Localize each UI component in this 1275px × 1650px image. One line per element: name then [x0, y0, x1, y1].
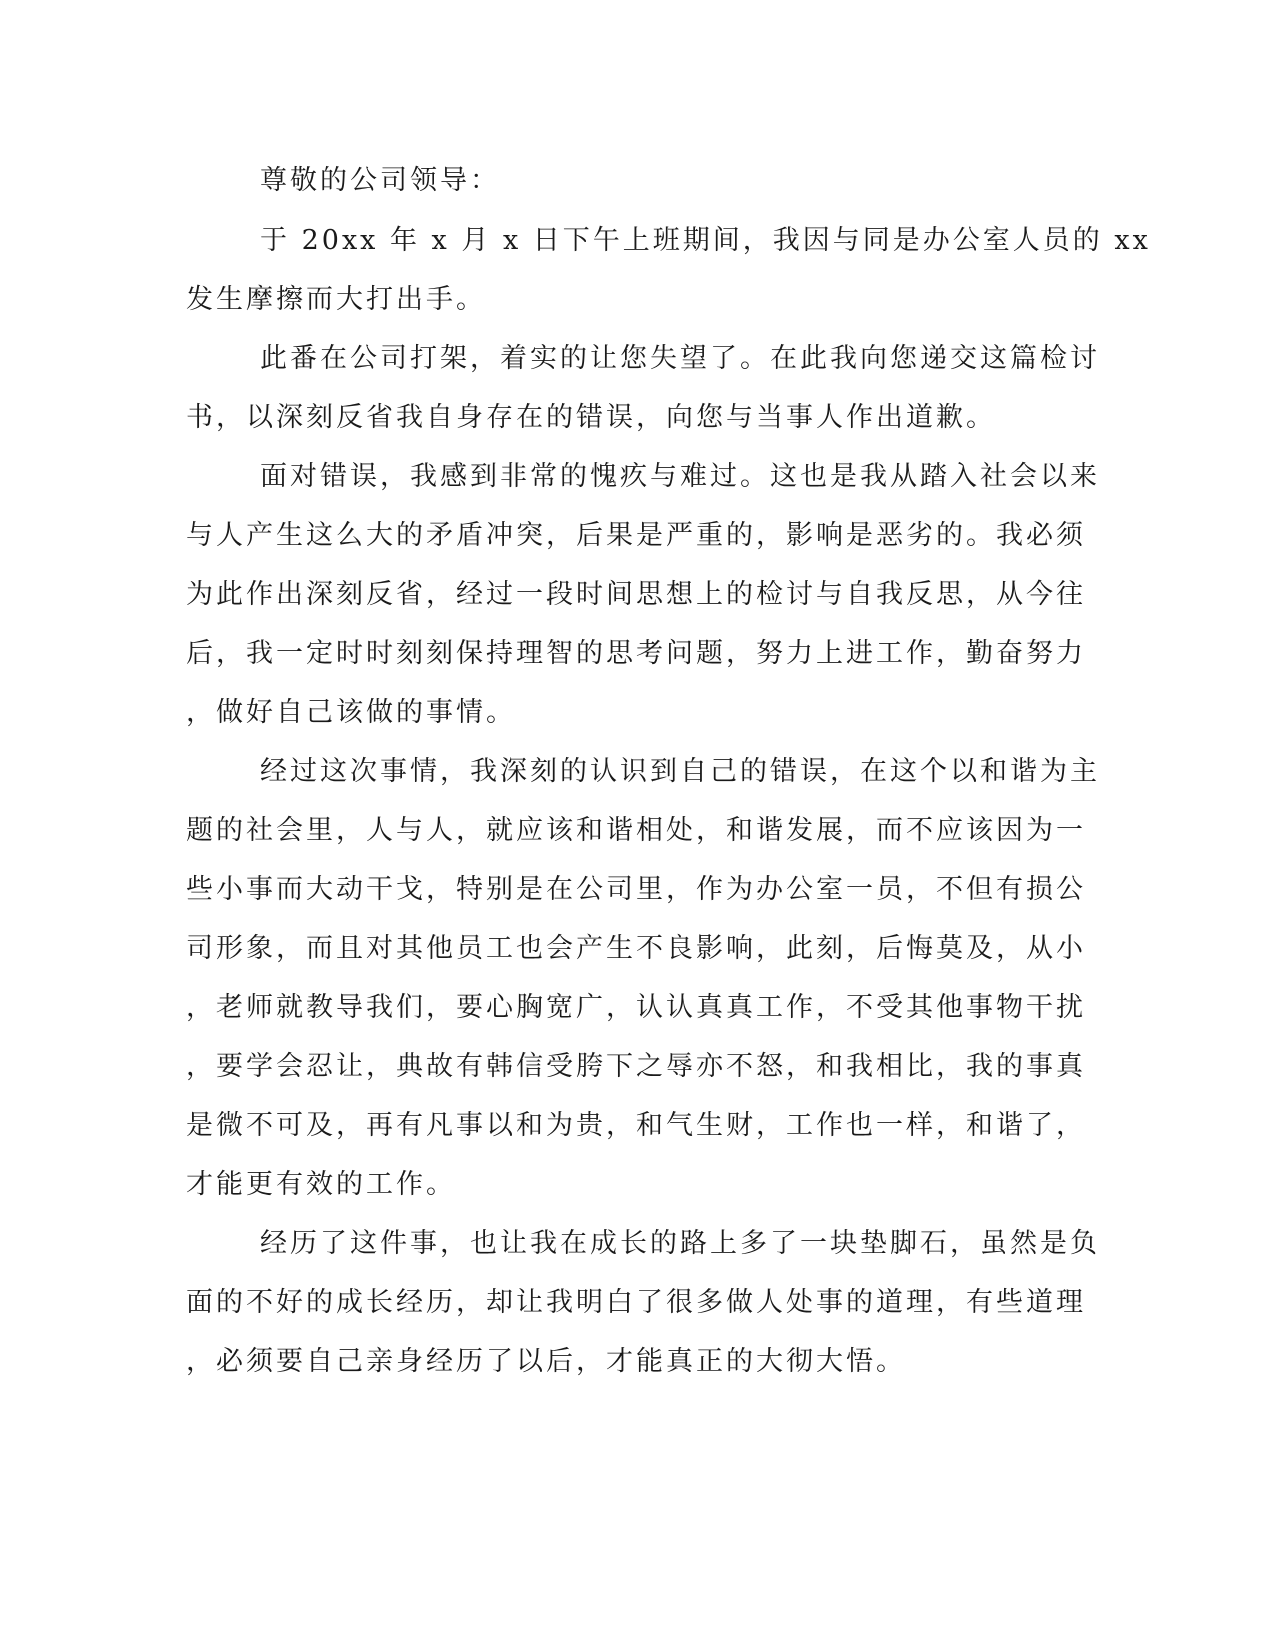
- text-line: 面的不好的成长经历，却让我明白了很多做人处事的道理，有些道理: [186, 1287, 1086, 1318]
- text-line: 经历了这件事，也让我在成长的路上多了一块垫脚石，虽然是负: [260, 1228, 1100, 1259]
- text-line: 司形象，而且对其他员工也会产生不良影响，此刻，后悔莫及，从小: [186, 933, 1086, 964]
- text-line: 是微不可及，再有凡事以和为贵，和气生财，工作也一样，和谐了，: [186, 1110, 1086, 1141]
- text-line: ，必须要自己亲身经历了以后，才能真正的大彻大悟。: [186, 1346, 906, 1377]
- text-line: ，要学会忍让，典故有韩信受胯下之辱亦不怒，和我相比，我的事真: [186, 1051, 1086, 1082]
- text-line: ，老师就教导我们，要心胸宽广，认认真真工作，不受其他事物干扰: [186, 992, 1086, 1023]
- salutation: 尊敬的公司领导：: [260, 165, 500, 196]
- text-line: ，做好自己该做的事情。: [186, 697, 516, 728]
- text-line: 后，我一定时时刻刻保持理智的思考问题，努力上进工作，勤奋努力: [186, 638, 1086, 669]
- text-line: 面对错误，我感到非常的愧疚与难过。这也是我从踏入社会以来: [260, 461, 1100, 492]
- text-line: 些小事而大动干戈，特别是在公司里，作为办公室一员，不但有损公: [186, 874, 1086, 905]
- text-line: 书，以深刻反省我自身存在的错误，向您与当事人作出道歉。: [186, 402, 996, 433]
- text-line: 才能更有效的工作。: [186, 1169, 456, 1200]
- text-line: 为此作出深刻反省，经过一段时间思想上的检讨与自我反思，从今往: [186, 579, 1086, 610]
- text-line: 此番在公司打架，着实的让您失望了。在此我向您递交这篇检讨: [260, 343, 1100, 374]
- text-line: 题的社会里，人与人，就应该和谐相处，和谐发展，而不应该因为一: [186, 815, 1086, 846]
- text-line: 发生摩擦而大打出手。: [186, 284, 486, 315]
- text-line: 经过这次事情，我深刻的认识到自己的错误，在这个以和谐为主: [260, 756, 1100, 787]
- text-line: 于 20xx 年 x 月 x 日下午上班期间，我因与同是办公室人员的 xx: [260, 225, 1151, 256]
- text-line: 与人产生这么大的矛盾冲突，后果是严重的，影响是恶劣的。我必须: [186, 520, 1086, 551]
